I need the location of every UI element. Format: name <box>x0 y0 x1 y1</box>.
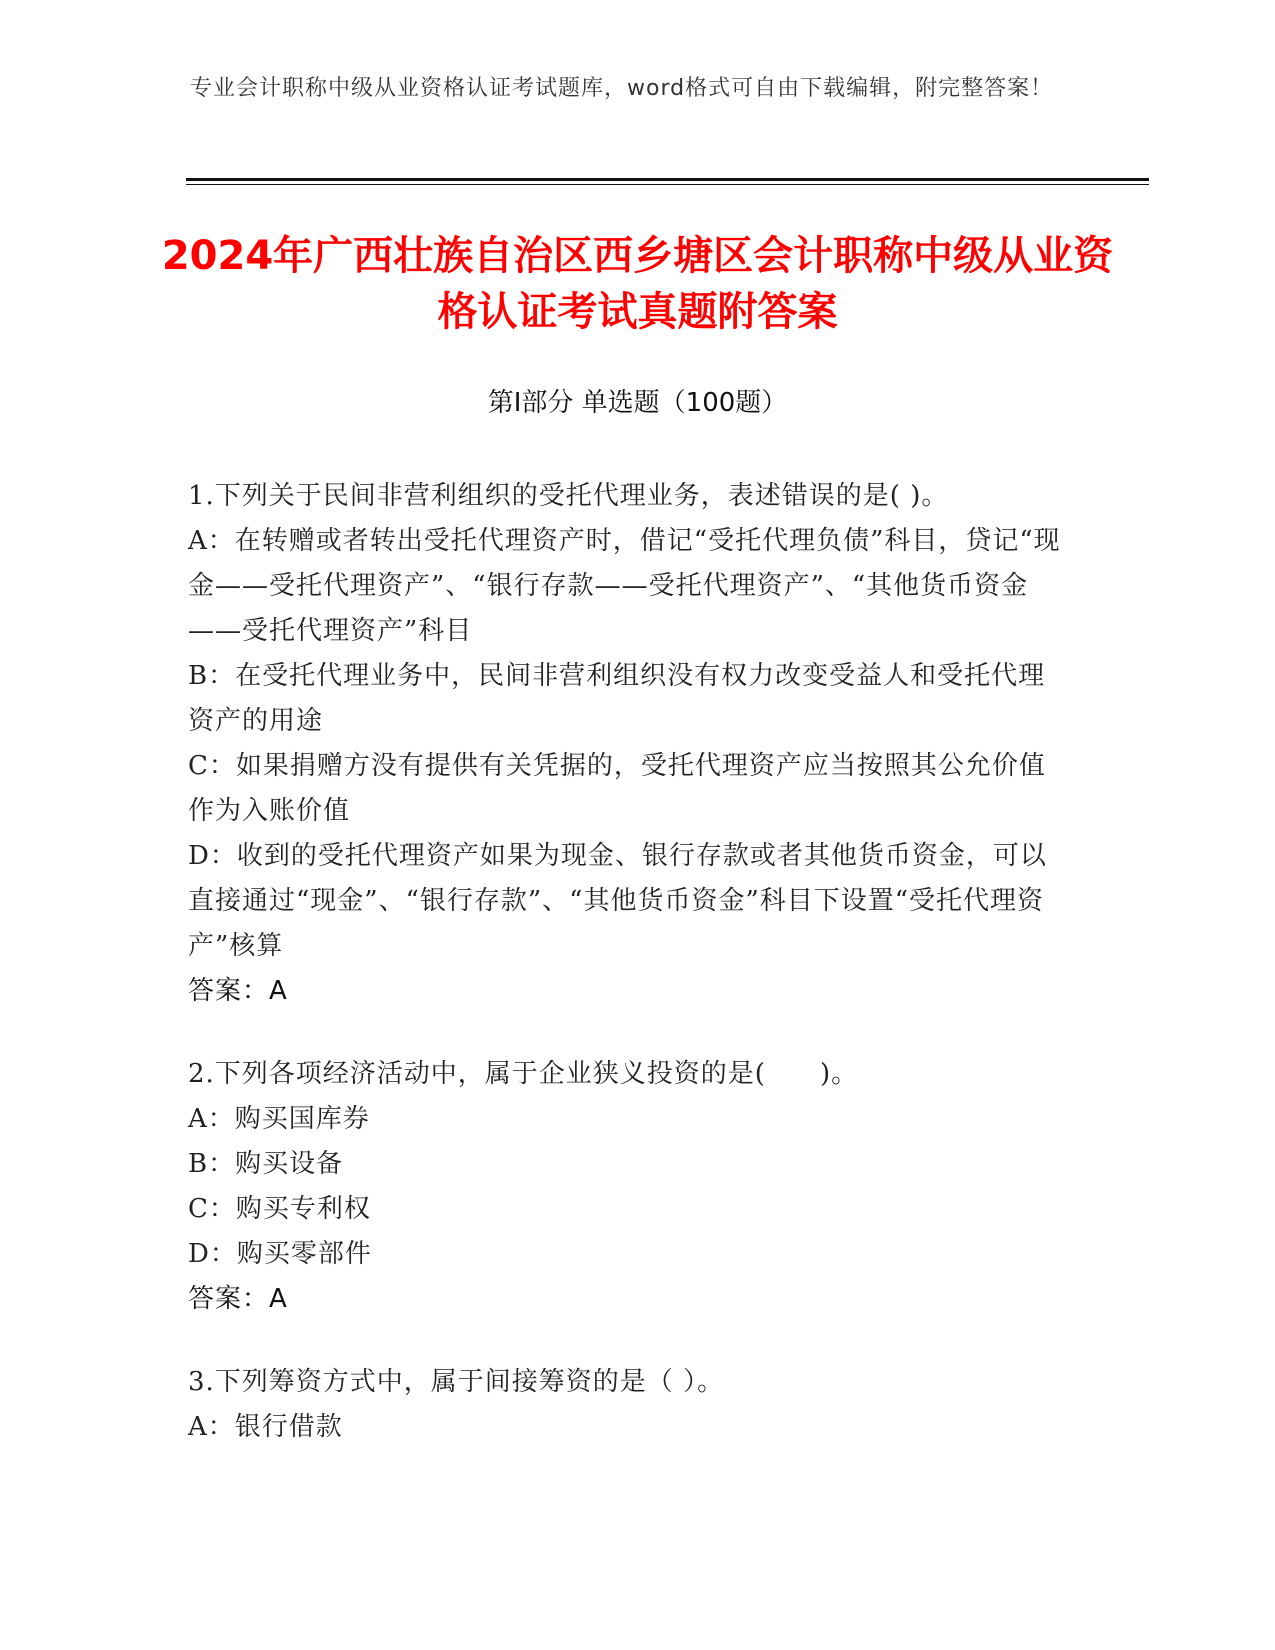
question-1 <box>188 474 1068 1014</box>
option-b: B：在受托代理业务中，民间非营利组织没有权力改变受益人和受托代理资产的用途 <box>188 661 1046 736</box>
header-rule-thick <box>186 178 1149 181</box>
option-b: B：购买设备 <box>188 1149 344 1179</box>
option-a: A：购买国库券 <box>188 1104 370 1134</box>
answer: 答案：A <box>188 976 288 1006</box>
header-note: 专业会计职称中级从业资格认证考试题库，word格式可自由下载编辑，附完整答案！ <box>190 76 1054 101</box>
document-title: 2024年广西壮族自治区西乡塘区会计职称中级从业资格认证考试真题附答案 <box>161 233 1114 335</box>
answer: 答案：A <box>188 1284 288 1314</box>
section-heading: 第Ⅰ部分 单选题（100题） <box>487 388 788 418</box>
question-stem: 1.下列关于民间非营利组织的受托代理业务，表述错误的是( )。 <box>188 481 949 511</box>
option-c: C：如果捐赠方没有提供有关凭据的，受托代理资产应当按照其公允价值作为入账价值 <box>188 751 1046 826</box>
option-c: C：购买专利权 <box>188 1194 371 1224</box>
header-rule-thin <box>186 184 1149 185</box>
option-d: D：购买零部件 <box>188 1239 372 1269</box>
option-a: A：在转赠或者转出受托代理资产时，借记“受托代理负债”科目，贷记“现金——受托代理资产”、“银行存款——受托代理资产”、“其他货币资金——受托代理资产”科目 <box>188 526 1061 646</box>
option-d: D：收到的受托代理资产如果为现金、银行存款或者其他货币资金，可以直接通过“现金”、“银行存款”、“其他货币资金”科目下设置“受托代理资产”核算 <box>188 841 1047 961</box>
question-stem: 3.下列筹资方式中，属于间接筹资的是（ ）。 <box>188 1367 725 1397</box>
question-stem: 2.下列各项经济活动中，属于企业狭义投资的是( )。 <box>188 1059 859 1089</box>
question-list <box>188 474 1068 1488</box>
option-a: A：银行借款 <box>188 1412 343 1442</box>
question-3 <box>188 1360 1068 1450</box>
question-2 <box>188 1052 1068 1322</box>
